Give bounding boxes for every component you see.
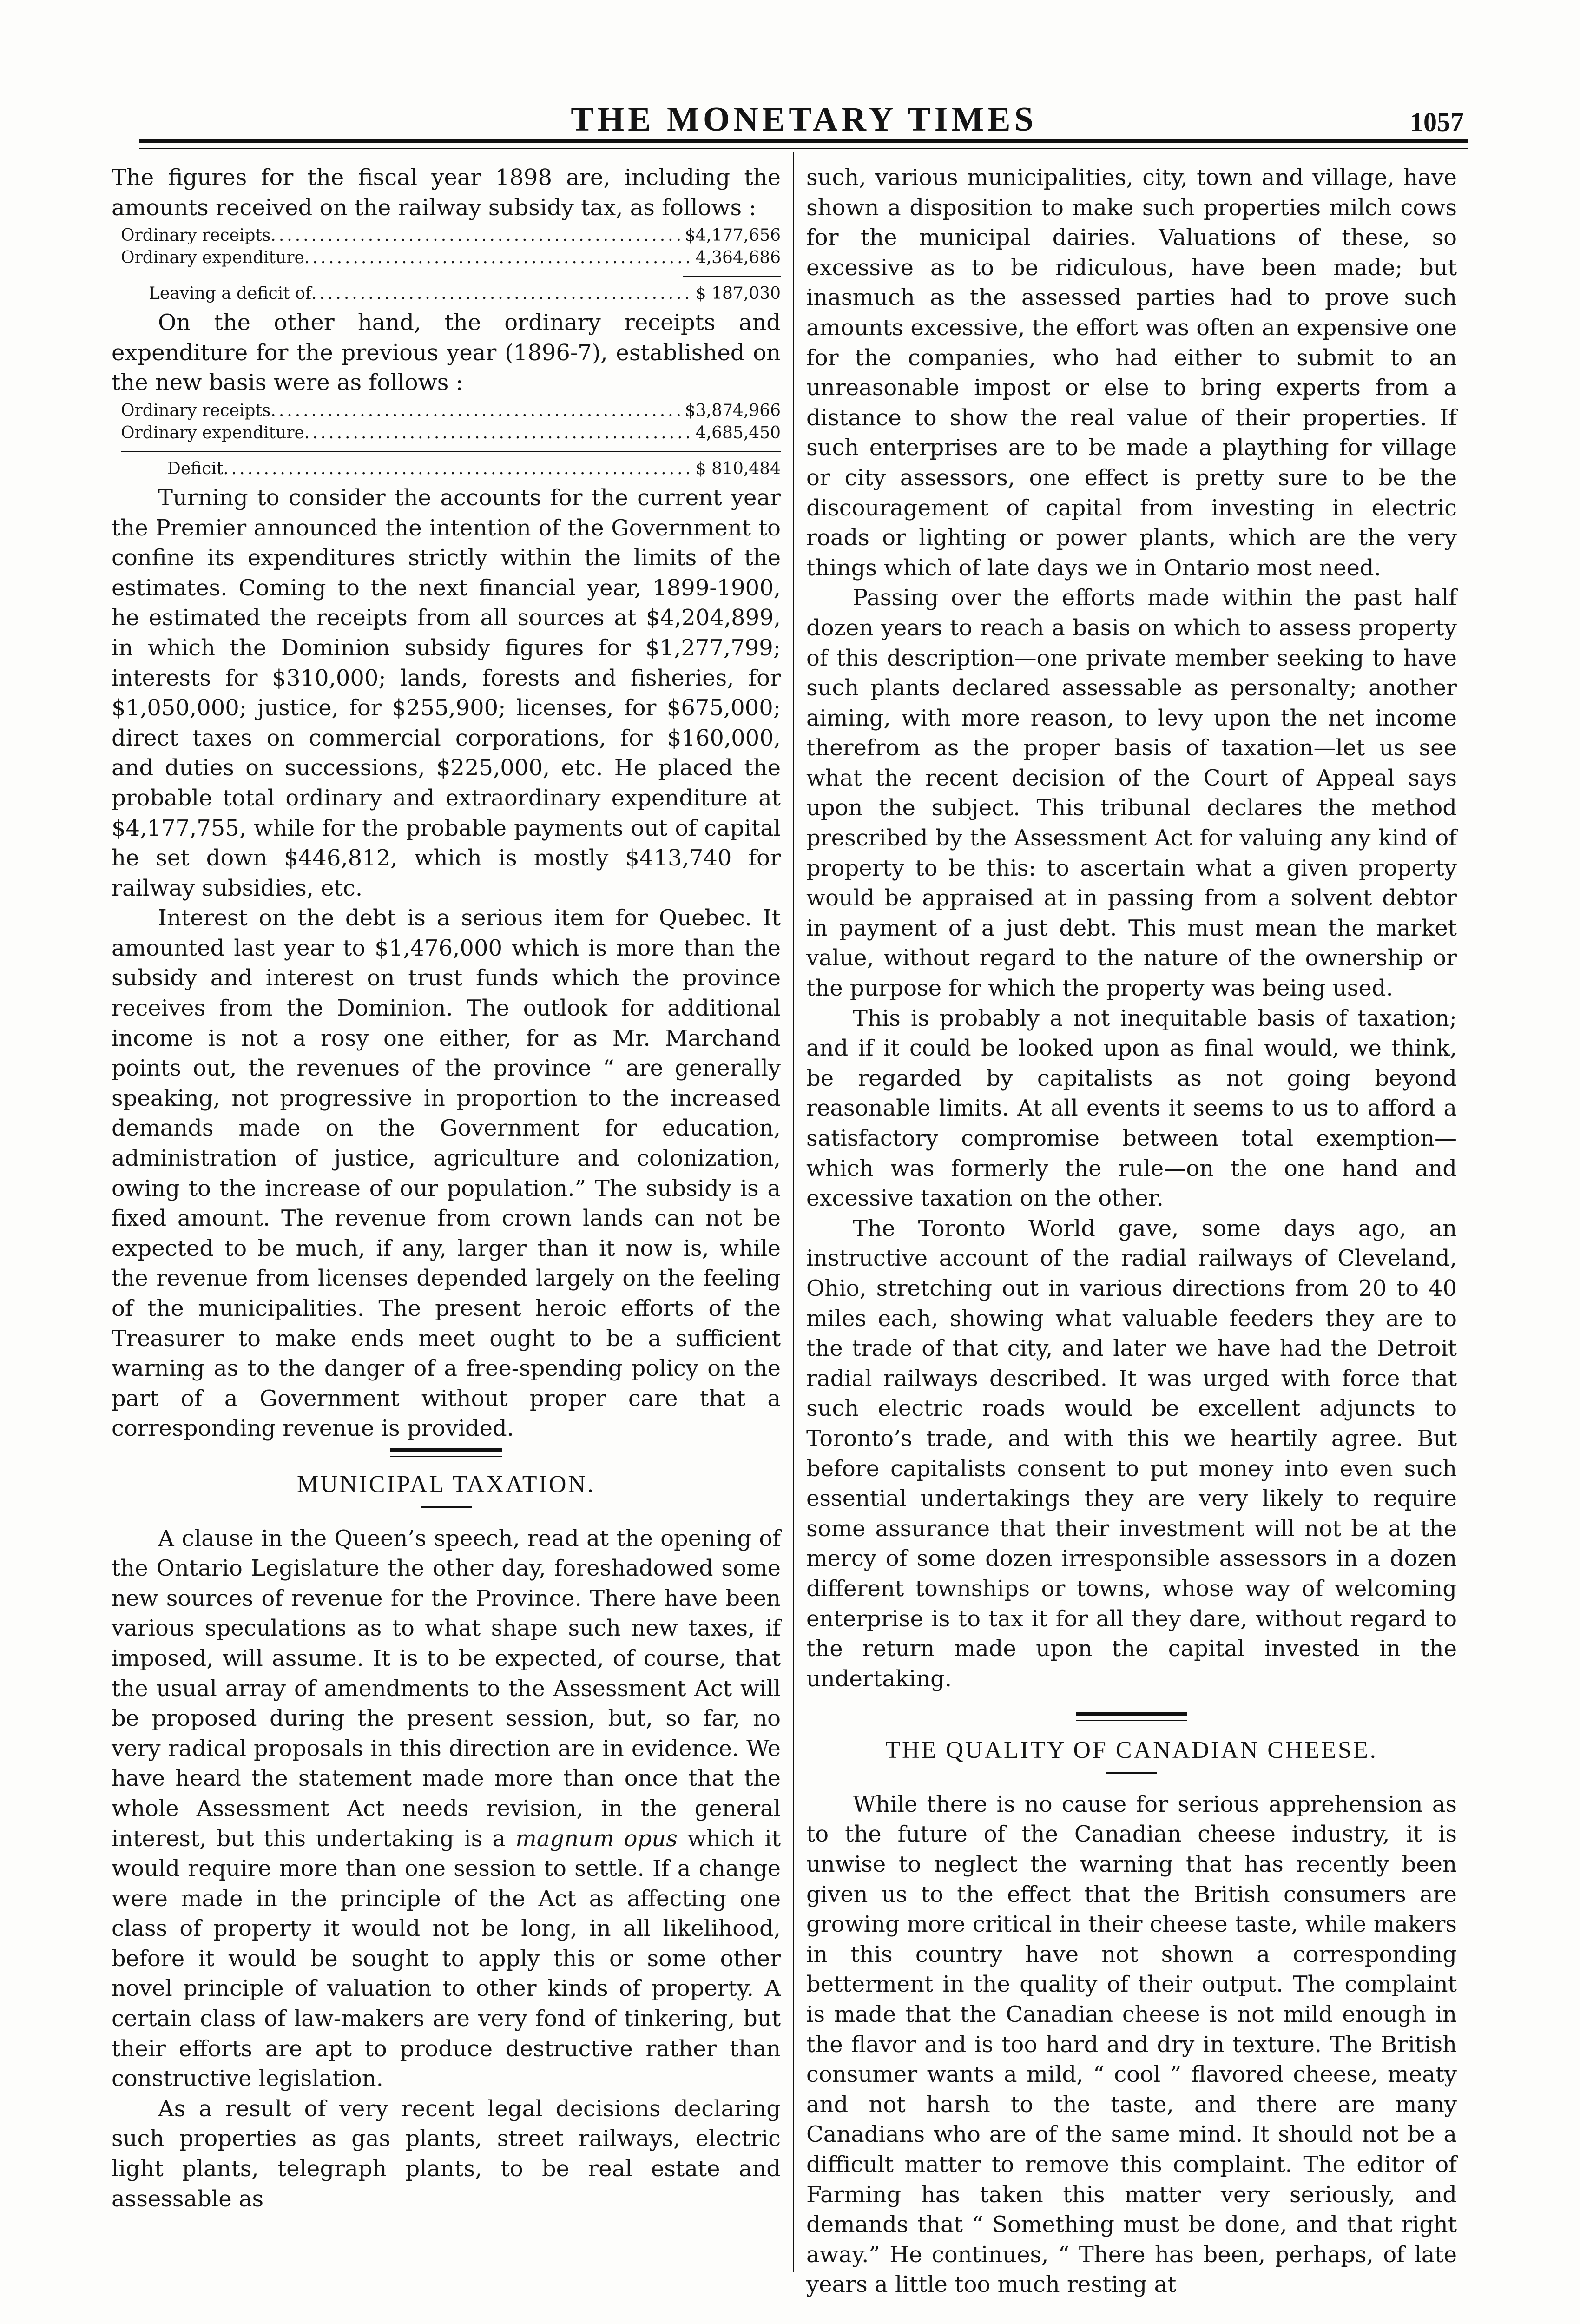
row-label: Ordinary expenditure [121, 248, 304, 268]
table-row [112, 224, 781, 247]
debt-interest-paragraph: Interest on the debt is a serious item for Quebec. It amounted last year to $1,476,000 which is more than the subsidy and interest on trust funds which the province receives from the Dominion. The outlook for additional income is not a rosy one either, for as Mr. Marchand points out, the revenues of the province “ are generally speaking, not progressive in proportion to the increased demands made on the Government for education, administration of justice, agriculture and colonization, owing to the increase of our population.” The subsidy is a fixed amount. The revenue from crown lands can not be expected to be much, if any, larger than it now is, while the revenue from licenses depended largely on the feeling of the municipalities. The present heroic efforts of the Treasurer to make ends meet ought to be a sufficient warning as to the danger of a free-spending policy on the part of a Government without proper care that a corresponding revenue is provided. [112, 905, 781, 1442]
section-divider [806, 1708, 1457, 1731]
table-total-row [112, 458, 781, 480]
row-label: Ordinary receipts [121, 226, 271, 245]
passing-over-paragraph: Passing over the efforts made within the past half dozen years to reach a basis on which to assess property of this description—one private member seeking to have such plants declared assessable as personalty; another aiming, with more reason, to levy upon the net income therefrom as the proper basis of taxation—let us see what the recent decision of the Court of Appeal says upon the subject. This tribunal declares the method prescribed by the Assessment Act for valuing any kind of property to be this: to ascertain what a given property would be appraised at in passing from a solvent debtor in payment of a just debt. This must mean the market value, without regard to the nature of the ownership or the purpose for which the property was being used. [806, 585, 1457, 1002]
masthead-title: THE MONETARY TIMES [571, 100, 1037, 139]
table-total-row [112, 283, 781, 305]
row-label: Ordinary receipts [121, 401, 271, 420]
heading-underline [1106, 1772, 1157, 1774]
table-row [112, 422, 781, 444]
table-row [112, 400, 781, 422]
left-column [112, 163, 781, 2214]
queens-speech-paragraph: A clause in the Queen’s speech, read at the opening of the Ontario Legislature the other day, foreshadowed some new sources of revenue for the Province. There have been various speculations as to what shape such new taxes, if imposed, will assume. It is to be expected, of course, that the usual array of amendments to the Assessment Act will be proposed during the present session, but, so far, no very radical proposals in this direction are in evidence. We have heard the statement made more than once that the whole Assessment Act needs revision, in the general interest, but this undertaking is a magnum opus which it would require more than one session to settle. If a change were made in the principle of the Act as affecting one class of property it would not be long, in all likelihood, before it would be sought to apply this or some other novel principle of valuation to other kinds of property. A certain class of law-makers are very fond of tinkering, but their efforts are apt to produce destructive rather than constructive legislation. [112, 1525, 781, 2092]
toronto-world-paragraph: The Toronto World gave, some days ago, an instructive account of the radial railways of Cleveland, Ohio, stretching out in various directions from 20 to 40 miles each, showing what valuable feeders they are to the trade of that city, and later we have had the Detroit radial railways described. It was urged with force that such electric roads would be excellent adjuncts to Toronto’s trade, and with this we heartily agree. But before capitalists consent to put money into even such essential undertakings they are very likely to require some assurance that their investment will not be at the mercy of some dozen irresponsible assessors in a dozen different townships or towns, whose way of welcoming enterprise is to tax it for all they dare, without regard to the return made upon the capital invested in the undertaking. [806, 1215, 1457, 1692]
section-divider [112, 1444, 781, 1467]
current-year-paragraph: Turning to consider the accounts for the current year the Premier announced the intention of the Government to confine its expenditures strictly within the limits of the estimates. Coming to the next financial year, 1899-1900, he estimated the receipts from all sources at $4,204,899, in which the Dominion subsidy figures for $1,277,799; interests for $310,000; lands, forests and fisheries, for $1,050,000; justice, for $255,900; licenses, for $675,000; direct taxes on commercial corporations, for $160,000, and duties on successions, $225,000, etc. He placed the probable total ordinary and extraordinary expenditure at $4,177,755, while for the probable payments out of capital he set down $446,812, which is mostly $413,740 for railway subsidies, etc. [112, 484, 781, 901]
basis-of-taxation-paragraph: This is probably a not inequitable basis of taxation; and if it could be looked upon as final would, we think, be regarded by capitalists as not going beyond reasonable limits. At all events it seems to us to afford a satisfactory compromise between total exemption—which was formerly the rule—on the one hand and excessive taxation on the other. [806, 1005, 1457, 1212]
row-value: $4,177,656 [685, 226, 781, 245]
page-header [135, 100, 1473, 142]
figures-1896-7-table [112, 400, 781, 480]
total-rule [683, 276, 781, 277]
row-value: 4,364,686 [695, 248, 781, 268]
previous-year-paragraph: On the other hand, the ordinary receipts and expenditure for the previous year (1896-7), established on the new basis were as follows : [112, 310, 781, 396]
row-label: Leaving a deficit of [149, 284, 312, 304]
header-rule-thin [139, 148, 1468, 149]
page-number: 1057 [1410, 107, 1464, 137]
intro-paragraph: The figures for the fiscal year 1898 are, including the amounts received on the railway subsidy tax, as follows : [112, 165, 781, 221]
row-value: $ 810,484 [695, 459, 781, 478]
legal-decisions-paragraph: As a result of very recent legal decisions declaring such properties as gas plants, street railways, electric light plants, telegraph plants, to be real estate and assessable as [112, 2095, 781, 2212]
cheese-paragraph: While there is no cause for serious apprehension as to the future of the Canadian cheese industry, it is unwise to neglect the warning that has recently been given us to the effect that the British consumers are growing more critical in their cheese taste, while makers in this country have not shown a corresponding betterment in the quality of their output. The complaint is made that the Canadian cheese is not mild enough in the flavor and is too hard and dry in texture. The British consumer wants a mild, “ cool ” flavored cheese, meaty and not harsh to the taste, and there are many Canadians who are of the same mind. It should not be a difficult matter to remove this complaint. The editor of Farming has taken this matter very seriously, and demands that “ Something must be done, and that right away.” He continues, “ There has been, perhaps, of late years a little too much resting at [806, 1791, 1457, 2298]
row-value: $3,874,966 [685, 401, 781, 420]
header-rule-thick [139, 139, 1468, 143]
section-heading-municipal-taxation: MUNICIPAL TAXATION. [297, 1471, 595, 1498]
row-value: 4,685,450 [695, 423, 781, 442]
continued-paragraph: such, various municipalities, city, town and village, have shown a disposition to make such properties milch cows for the municipal dairies. Valuations of these, so excessive as to be ridiculous, have been made; but inasmuch as the assessed parties had to prove such amounts excessive, the effort was often an expensive one for the companies, who had either to submit to an unreasonable impost or else to bring experts from a distance to show the real value of their properties. If such enterprises are to be made a plaything for village or city assessors, one effect is pretty sure to be the discouragement of capital from investing in electric roads or lighting or power plants, which are the very things which of late days we in Ontario most need. [806, 165, 1457, 581]
section-heading-canadian-cheese: THE QUALITY OF CANADIAN CHEESE. [885, 1737, 1378, 1764]
table-row [112, 247, 781, 269]
heading-underline [421, 1506, 472, 1508]
italic-phrase: magnum opus [515, 1825, 678, 1852]
total-rule [121, 451, 781, 452]
column-divider [793, 152, 794, 2272]
right-column [806, 163, 1457, 2300]
row-value: $ 187,030 [695, 284, 781, 304]
row-label: Ordinary expenditure [121, 423, 304, 442]
figures-1898-table [112, 224, 781, 305]
row-label: Deficit [167, 459, 224, 478]
